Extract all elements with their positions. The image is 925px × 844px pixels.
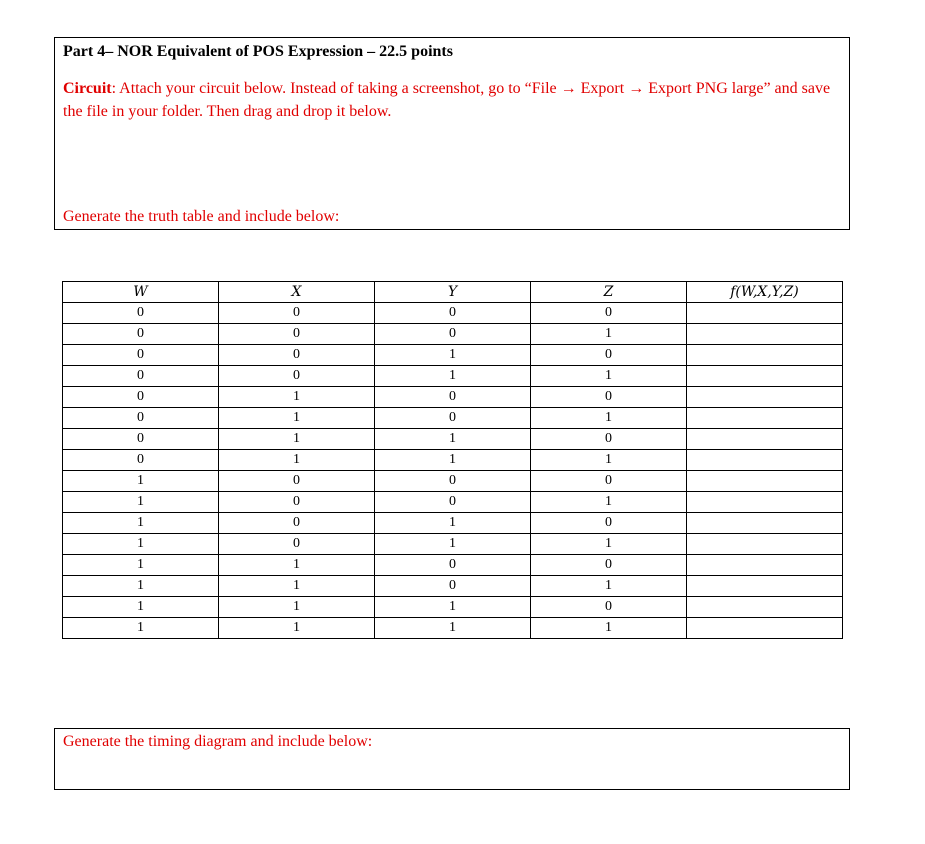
table-cell: 0: [219, 303, 375, 324]
truth-table-prompt: Generate the truth table and include below:: [63, 208, 340, 225]
table-row: [63, 597, 843, 618]
table-cell: 1: [219, 618, 375, 639]
table-cell: 1: [219, 450, 375, 471]
table-cell: 0: [531, 471, 687, 492]
output-cell[interactable]: [687, 555, 843, 576]
table-cell: 0: [531, 555, 687, 576]
table-cell: 1: [375, 513, 531, 534]
table-cell: 0: [219, 492, 375, 513]
table-cell: 0: [531, 303, 687, 324]
table-row: [63, 534, 843, 555]
output-cell[interactable]: [687, 303, 843, 324]
header-cell: Z: [531, 282, 687, 303]
table-cell: 1: [531, 324, 687, 345]
table-cell: 0: [375, 408, 531, 429]
table-row: [63, 513, 843, 534]
table-cell: 1: [63, 597, 219, 618]
table-cell: 1: [219, 555, 375, 576]
timing-diagram-prompt: Generate the timing diagram and include below:: [63, 733, 373, 750]
table-cell: 1: [375, 366, 531, 387]
circuit-text: : Attach your circuit below. Instead of taking a screenshot, go to “File → Export → Export PNG large” and save the file in your folder. Then drag and drop it below.: [63, 80, 831, 120]
table-cell: 0: [63, 303, 219, 324]
table-cell: 0: [219, 534, 375, 555]
table-cell: 0: [375, 471, 531, 492]
table-cell: 0: [531, 345, 687, 366]
header-cell: f(W,X,Y,Z): [687, 282, 843, 303]
table-cell: 0: [531, 387, 687, 408]
table-cell: 0: [531, 513, 687, 534]
table-cell: 1: [531, 366, 687, 387]
table-cell: 1: [375, 534, 531, 555]
table-cell: 0: [375, 387, 531, 408]
table-cell: 1: [63, 492, 219, 513]
table-row: [63, 576, 843, 597]
table-cell: 1: [63, 471, 219, 492]
table-cell: 0: [63, 387, 219, 408]
table-cell: 0: [219, 345, 375, 366]
table-cell: 0: [375, 492, 531, 513]
header-cell: Y: [375, 282, 531, 303]
header-cell: X: [219, 282, 375, 303]
table-row: [63, 387, 843, 408]
output-cell[interactable]: [687, 450, 843, 471]
output-cell[interactable]: [687, 471, 843, 492]
table-cell: 1: [531, 450, 687, 471]
table-row: [63, 618, 843, 639]
table-cell: 1: [63, 513, 219, 534]
table-cell: 0: [63, 429, 219, 450]
table-cell: 0: [531, 429, 687, 450]
table-cell: 1: [375, 429, 531, 450]
part-4-box: [54, 37, 850, 230]
table-cell: 1: [63, 576, 219, 597]
table-cell: 0: [219, 324, 375, 345]
output-cell[interactable]: [687, 534, 843, 555]
table-cell: 1: [219, 387, 375, 408]
table-cell: 1: [219, 408, 375, 429]
timing-diagram-box: [54, 728, 850, 790]
table-cell: 1: [375, 345, 531, 366]
table-row: [63, 429, 843, 450]
table-cell: 0: [63, 345, 219, 366]
table-cell: 0: [63, 408, 219, 429]
table-cell: 1: [63, 618, 219, 639]
table-cell: 1: [63, 534, 219, 555]
output-cell[interactable]: [687, 576, 843, 597]
table-cell: 1: [375, 597, 531, 618]
output-cell[interactable]: [687, 345, 843, 366]
table-cell: 1: [375, 450, 531, 471]
output-cell[interactable]: [687, 597, 843, 618]
table-row: [63, 303, 843, 324]
table-cell: 1: [375, 618, 531, 639]
output-cell[interactable]: [687, 429, 843, 450]
table-cell: 1: [219, 429, 375, 450]
table-row: [63, 324, 843, 345]
table-cell: 1: [531, 492, 687, 513]
table-row: [63, 345, 843, 366]
table-row: [63, 450, 843, 471]
part-title: Part 4– NOR Equivalent of POS Expression – 22.5 points: [63, 43, 453, 60]
table-row: [63, 408, 843, 429]
table-row: [63, 366, 843, 387]
table-row: [63, 471, 843, 492]
table-cell: 1: [219, 597, 375, 618]
circuit-label: Circuit: [63, 80, 112, 97]
table-cell: 0: [63, 366, 219, 387]
table-cell: 0: [375, 576, 531, 597]
table-cell: 0: [219, 366, 375, 387]
output-cell[interactable]: [687, 324, 843, 345]
table-cell: 0: [375, 303, 531, 324]
output-cell[interactable]: [687, 618, 843, 639]
truth-table: [62, 281, 843, 639]
output-cell[interactable]: [687, 513, 843, 534]
table-cell: 0: [375, 324, 531, 345]
header-cell: W: [63, 282, 219, 303]
table-cell: 1: [531, 618, 687, 639]
table-cell: 1: [219, 576, 375, 597]
output-cell[interactable]: [687, 387, 843, 408]
table-cell: 1: [531, 534, 687, 555]
table-cell: 1: [63, 555, 219, 576]
output-cell[interactable]: [687, 492, 843, 513]
table-cell: 0: [375, 555, 531, 576]
output-cell[interactable]: [687, 408, 843, 429]
output-cell[interactable]: [687, 366, 843, 387]
table-cell: 0: [63, 450, 219, 471]
table-cell: 0: [63, 324, 219, 345]
table-cell: 1: [531, 576, 687, 597]
table-cell: 0: [219, 471, 375, 492]
circuit-instructions: [63, 77, 847, 123]
table-cell: 0: [531, 597, 687, 618]
table-cell: 0: [219, 513, 375, 534]
table-row: [63, 492, 843, 513]
table-cell: 1: [531, 408, 687, 429]
truth-table-header-row: [63, 282, 843, 303]
table-row: [63, 555, 843, 576]
